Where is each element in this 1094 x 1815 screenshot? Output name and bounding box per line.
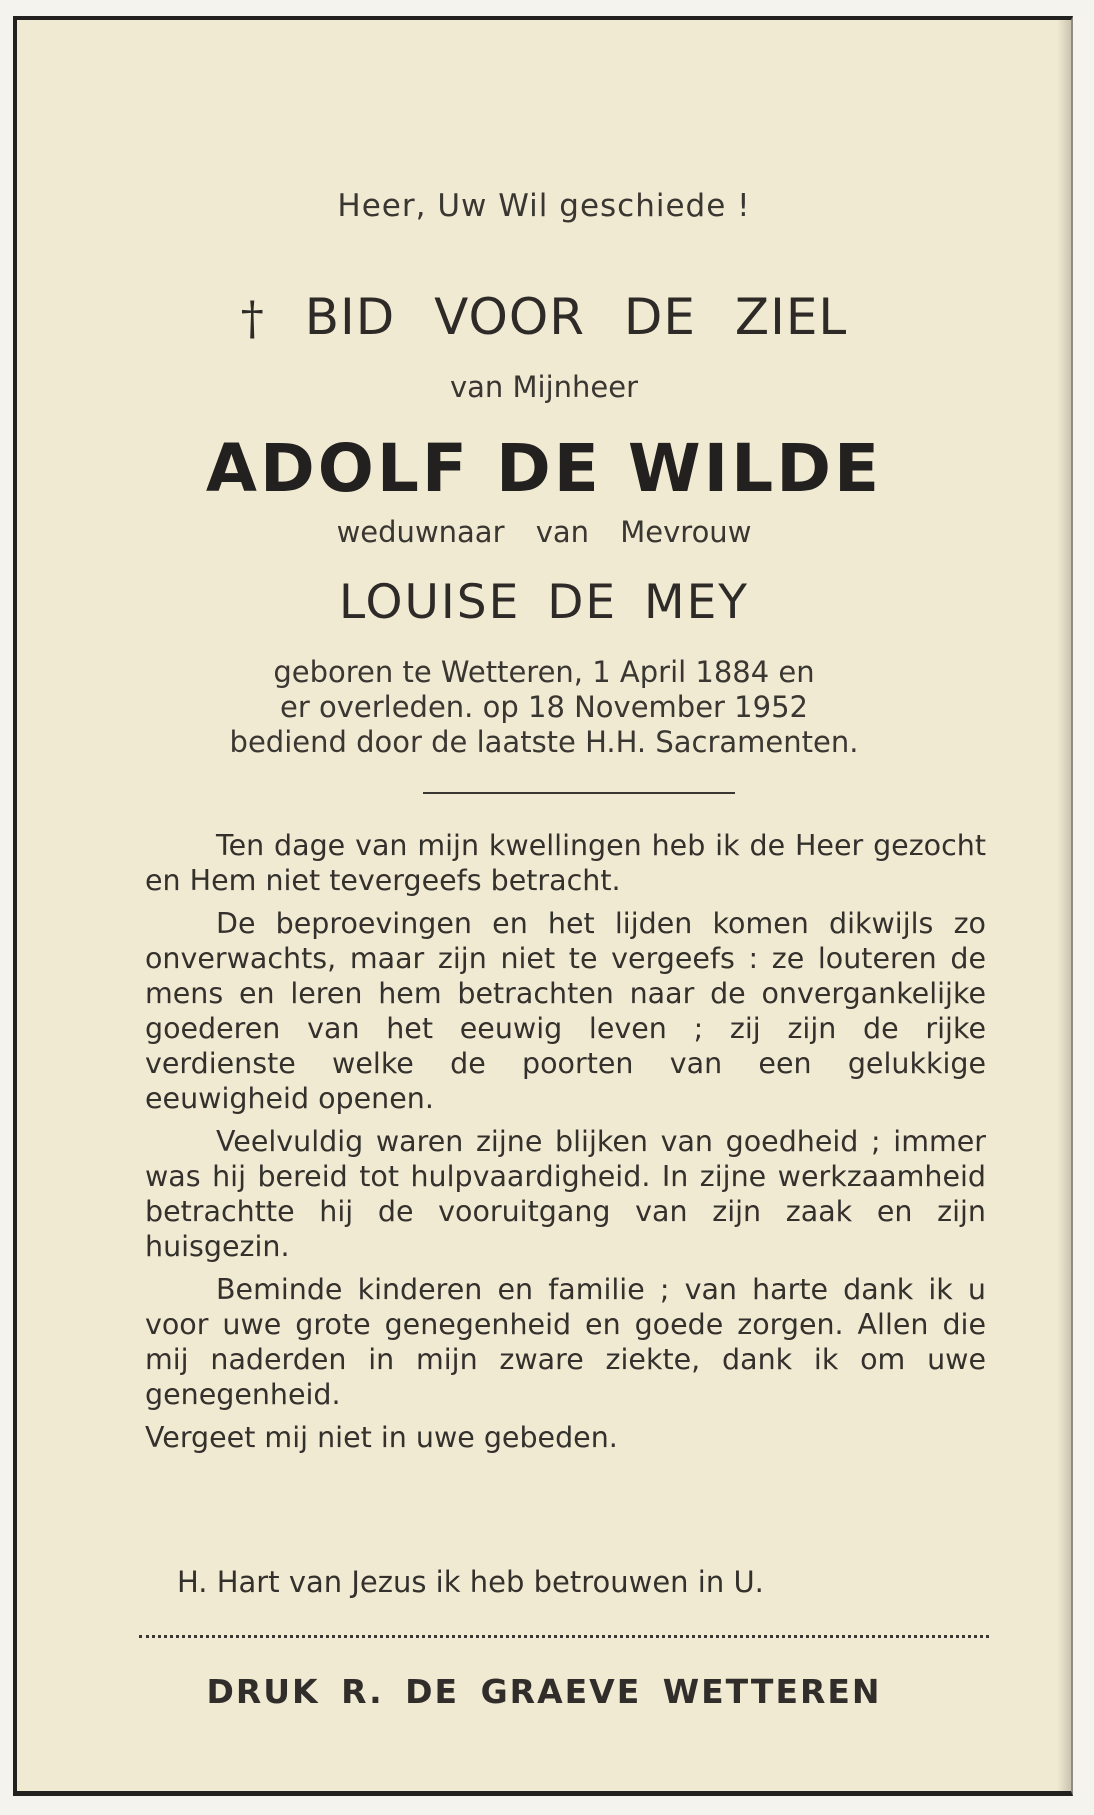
invocation: Heer, Uw Wil geschiede ! <box>337 188 751 224</box>
heading-text: BID VOOR DE ZIEL <box>304 288 848 346</box>
paragraph: Ten dage van mijn kwellingen heb ik de Heer gezocht en Hem niet tevergeefs betracht. <box>145 829 986 897</box>
life-dates <box>17 655 1071 760</box>
paragraph: De beproevingen en het lijden komen dikwijls zo onverwachts, maar zijn niet te vergeefs : ze louteren de mens en leren hem betrachten naar de onvergankelijke goederen van het eeuwig leven ; zij zijn de rijke verdienste welke de poorten van een gelukkige eeuwigheid openen. <box>145 907 986 1115</box>
cross-icon: † <box>240 291 265 345</box>
sacraments-line: bediend door de laatste H.H. Sacramenten. <box>229 725 859 759</box>
dotted-divider <box>139 1635 989 1638</box>
paragraph: Veelvuldig waren zijne blijken van goedheid ; immer was hij bereid tot hulpvaardigheid. In zijne werkzaamheid betrachtte hij de vooruitgang van zijn zaak en zijn huisgezin. <box>145 1125 986 1263</box>
paragraph: Beminde kinderen en familie ; van harte dank ik u voor uwe grote genegenheid en goede zorgen. Allen die mij naderden in mijn zware ziekte, dank ik om uwe genegenheid. <box>145 1273 986 1411</box>
card-edge-shadow <box>1057 20 1071 1791</box>
memorial-text <box>145 828 986 1463</box>
paragraph: Vergeet mij niet in uwe gebeden. <box>145 1421 618 1454</box>
closing-prayer: H. Hart van Jezus ik heb betrouwen in U. <box>177 1565 764 1599</box>
deceased-name: ADOLF DE WILDE <box>205 430 883 507</box>
divider-line <box>423 792 735 794</box>
memorial-card <box>13 16 1073 1796</box>
heading <box>17 288 1071 346</box>
widower-line: weduwnaar van Mevrouw <box>336 515 752 549</box>
printer-credit: DRUK R. DE GRAEVE WETTEREN <box>206 1672 882 1711</box>
honorific: van Mijnheer <box>449 370 639 404</box>
spouse-name: LOUISE DE MEY <box>338 575 750 630</box>
death-line: er overleden. op 18 November 1952 <box>280 690 808 724</box>
birth-line: geboren te Wetteren, 1 April 1884 en <box>273 655 815 689</box>
